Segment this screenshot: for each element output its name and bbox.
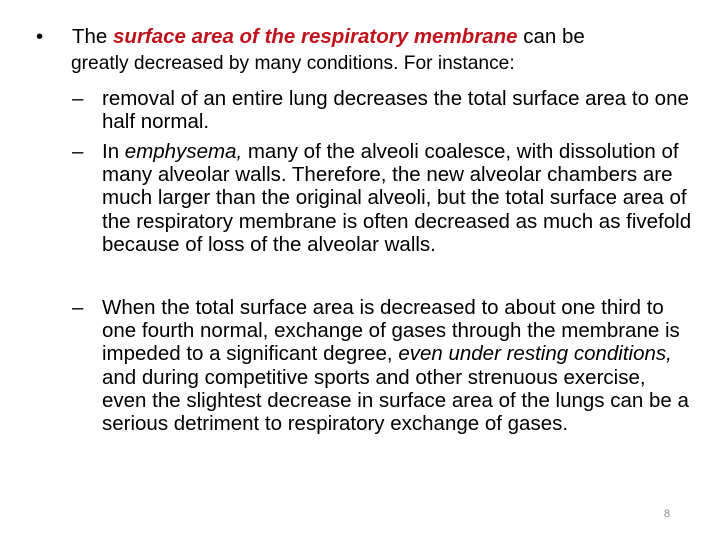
main-bullet-tail: can be [517, 25, 585, 48]
subpoint-dash: – [72, 87, 84, 110]
subpoint-body: many of the alveoli coalesce, with dissolution of many alveolar walls. Therefore, the new alveolar chambers are much larger than the original alveoli, but the total surface area of the respiratory membrane is often decreased as much as fivefold because of loss of the alveolar walls. [102, 140, 692, 256]
main-bullet-lead: The [72, 25, 114, 48]
subpoint-italic-phrase: even under resting conditions, [398, 342, 672, 366]
subpoint-body-after: and during competitive sports and other strenuous exercise, even the slightest decrease in surface area of the lungs can be a serious detriment to respiratory exchange of gases. [102, 365, 689, 436]
bullet-marker: • [36, 25, 44, 48]
subpoint-text [102, 296, 692, 435]
subpoint-text [102, 140, 692, 256]
subpoint-gas-exchange [72, 296, 692, 436]
main-bullet-line-1 [72, 24, 585, 50]
subpoint-body-before: When the total surface area is decreased to about one third to one fourth normal, exchange of gases through the membrane is impeded to a significant degree, [102, 296, 680, 366]
subpoint-emphysema [72, 140, 692, 256]
main-bullet-highlight: surface area of the respiratory membrane [113, 25, 518, 48]
subpoint-italic-term: emphysema, [124, 140, 243, 163]
subpoint-lung-removal [72, 87, 692, 134]
subpoint-text: removal of an entire lung decreases the total surface area to one half normal. [102, 87, 689, 134]
subpoint-prefix: In [102, 140, 125, 163]
main-bullet-line-2: greatly decreased by many conditions. For instance: [71, 53, 515, 74]
subpoint-dash: – [72, 296, 84, 319]
subpoint-dash: – [72, 140, 84, 163]
page-number: 8 [664, 508, 671, 520]
